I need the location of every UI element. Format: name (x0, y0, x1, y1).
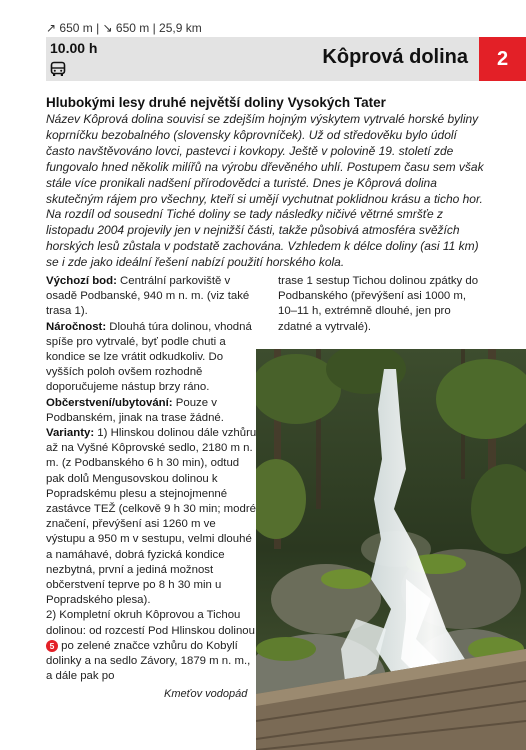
route-stats: ↗ 650 m | ↘ 650 m | 25,9 km (46, 21, 202, 35)
route-title: Kôprová dolina (322, 46, 468, 68)
variant-2-text-a: 2) Kompletní okruh Kôprovou a Tichou dolinou: od rozcestí Pod Hlinskou dolinou (46, 609, 255, 637)
start-label: Výchozí bod: (46, 275, 117, 287)
route-subtitle: Hlubokými lesy druhé největší doliny Vysokých Tater (46, 95, 386, 110)
variants-label: Varianty: (46, 427, 95, 440)
refreshment-text: Pouze v Podbanském, jinak na trase žádné. (46, 396, 224, 424)
refreshment (46, 396, 258, 426)
intro-paragraph: Název Kôprová dolina souvisí se zdejším hojným výskytem vytrvalé horské byliny koprníčku bezobalného (slovensky kôprovníček). Už od středověku bylo údolí často navštěvováno lovci, pastevci i kovkopy. Ještě v polovině 19. století zde fungovalo hned několik milířů na výrobu dřevěného uhlí. Postupem času sem však stále více pronikali nadšení přírodovědci a turisté. Dnes je Kôprová dolina skutečným rájem pro všechny, kteří si umějí vychutnat poklidnou krásu a ticho hor. Na rozdíl od sousední Tiché doliny se tady následky ničivé větrné smršťe z listopadu 2004 projevily jen v nejnižší části, takže působivá atmosféra svěžích horských lesů zůstala v podstatě zachována. Vzhledem k délce doliny (asi 11 km) se i zde jako ideální řešení nabízí použití horského kola. (46, 112, 484, 270)
info-column (46, 274, 258, 684)
bus-icon (50, 61, 66, 77)
variant-1-text: 1) Hlinskou dolinou dále vzhůru až na Vyšné Kôprovské sedlo, 2180 m n. m. (z Podbanského 6 h 30 min), odtud pak dolů Mengusovskou dolinou k Popradskému plesu a stejnojmenné zastávce TEŽ (celkově 9 h 30 min; modré značení, převýšení asi 1260 m ve výstupu a 950 m v sestupu, velmi dlouhé a namáhavé, dobrá fyzická kondice nezbytná, první a jediná možnost občerstvení teprve po 8 h 30 min u Popradského plesa). (46, 427, 257, 607)
waterfall-photo (256, 349, 526, 750)
start-point (46, 274, 258, 320)
continuation-column (268, 274, 482, 335)
photo-caption: Kmeťov vodopád (164, 688, 248, 700)
route-duration: 10.00 h (50, 40, 98, 56)
variants (46, 426, 258, 608)
variant-2-text-b: po zelené značce vzhůru do Kobylí dolinky a na sedlo Závory, 1879 m n. m., a dále pak po (46, 639, 251, 683)
difficulty-text: Dlouhá túra dolinou, vhodná spíše pro vytrvalé, byť podle chuti a kondice se lze vrátit odkudkoliv. Do vyšších poloh ovšem rozhodně doporučujeme nástup brzy ráno. (46, 320, 252, 394)
difficulty-label: Náročnost: (46, 320, 107, 333)
variant-2 (46, 608, 258, 684)
waypoint-5-badge: 5 (46, 640, 58, 652)
start-text: Centrální parkoviště v osadě Podbanské, 940 m n. m. (viz také trasa 1). (46, 275, 250, 318)
route-number-badge: 2 (479, 37, 526, 81)
difficulty (46, 320, 258, 396)
route-header (46, 37, 479, 81)
continuation-text: trase 1 sestup Tichou dolinou zpátky do Podbanského (převýšení asi 1000 m, 10–11 h, extrémně dlouhé, jen pro zdatné a vytrvalé). (278, 275, 479, 333)
refreshment-label: Občerstvení/ubytování: (46, 396, 173, 409)
